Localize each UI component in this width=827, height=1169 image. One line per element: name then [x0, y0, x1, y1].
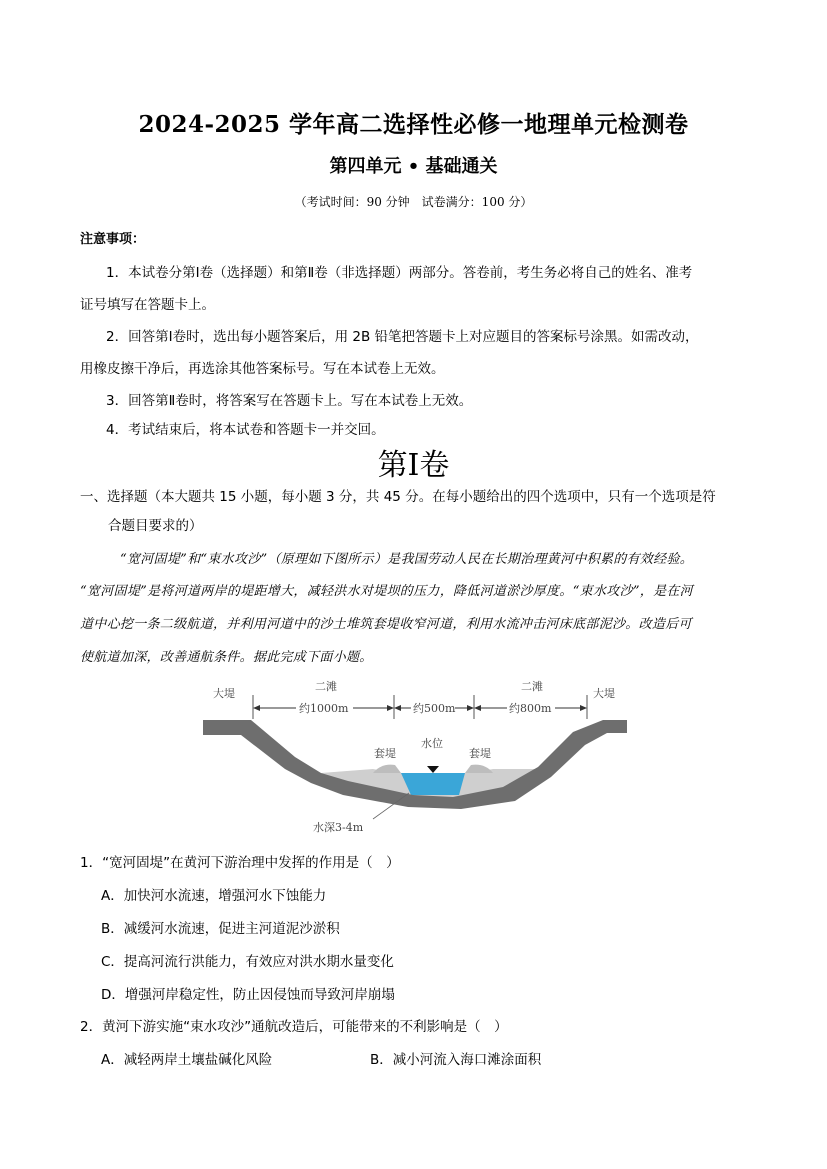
question-stem: 1．“宽河固堤”在黄河下游治理中发挥的作用是（ ） [80, 855, 400, 871]
left-shoal-label: 二滩 [315, 680, 337, 693]
question-option: B．减缓河水流速，促进主河道泥沙淤积 [101, 921, 340, 937]
passage-line: “宽河固堤”是将河道两岸的堤距增大，减轻洪水对堤坝的压力，降低河道淤沙厚度。“束水攻沙”，是在河 [80, 584, 693, 599]
question-option: B．减小河流入海口滩涂面积 [370, 1052, 542, 1068]
note-line: 证号填写在答题卡上。 [80, 297, 215, 313]
right-dike-label: 大堤 [593, 687, 615, 700]
left-dike-label: 大堤 [213, 687, 235, 700]
passage-line: 使航道加深，改善通航条件。据此完成下面小题。 [80, 650, 373, 665]
left-inner-dike-shape [373, 765, 401, 773]
question-option: D．增强河岸稳定性，防止因侵蚀而导致河岸崩塌 [101, 987, 395, 1003]
center-width-label: 约500m [413, 702, 456, 715]
left-inner-dike-label: 套堤 [374, 747, 396, 760]
question-option: A．加快河水流速，增强河水下蚀能力 [101, 888, 327, 904]
exam-info: （考试时间：90 分钟 试卷满分：100 分） [294, 195, 533, 209]
passage-line: 道中心挖一条二级航道，并利用河道中的沙土堆筑套堤收窄河道，利用水流冲击河床底部泥沙。改造后可 [80, 617, 692, 632]
note-line: 3．回答第Ⅱ卷时，将答案写在答题卡上。写在本试卷上无效。 [106, 393, 473, 409]
right-width-label: 约800m [509, 702, 552, 715]
left-width-label: 约1000m [299, 702, 349, 715]
water-depth-label: 水深3-4m [313, 821, 364, 834]
note-line: 1．本试卷分第Ⅰ卷（选择题）和第Ⅱ卷（非选择题）两部分。答卷前，考生务必将自己的姓名、准考 [106, 265, 693, 281]
page-subtitle: 第四单元 • 基础通关 [329, 156, 498, 177]
right-inner-dike-label: 套堤 [469, 747, 491, 760]
note-line: 2．回答第Ⅰ卷时，选出每小题答案后，用 2B 铅笔把答题卡上对应题目的答案标号涂黑。如需改动， [106, 329, 699, 345]
right-inner-dike-shape [465, 765, 493, 773]
water-level-marker [427, 766, 439, 773]
question-option: C．提高河流行洪能力，有效应对洪水期水量变化 [101, 954, 394, 970]
notes-heading: 注意事项： [80, 232, 146, 247]
passage-line: “宽河固堤”和“束水攻沙”（原理如下图所示）是我国劳动人民在长期治理黄河中积累的有效经验。 [120, 552, 694, 567]
page-title: 2024-2025 学年高二选择性必修一地理单元检测卷 [138, 111, 689, 138]
section-title: 第Ⅰ卷 [377, 448, 450, 483]
water-level-label: 水位 [421, 737, 443, 750]
water-body [401, 773, 465, 795]
note-line: 用橡皮擦干净后，再选涂其他答案标号。写在本试卷上无效。 [80, 361, 445, 377]
riverbed-and-dikes [203, 720, 627, 809]
part-heading: 一、选择题（本大题共 15 小题，每小题 3 分，共 45 分。在每小题给出的四个选项中，只有一个选项是符 [80, 489, 716, 505]
question-option: A．减轻两岸土壤盐碱化风险 [101, 1052, 273, 1068]
right-shoal-label: 二滩 [521, 680, 543, 693]
river-cross-section-diagram [203, 677, 627, 837]
note-line: 4．考试结束后，将本试卷和答题卡一并交回。 [106, 422, 385, 438]
part-heading-cont: 合题目要求的） [108, 518, 203, 534]
question-stem: 2．黄河下游实施“束水攻沙”通航改造后，可能带来的不利影响是（ ） [80, 1019, 508, 1035]
